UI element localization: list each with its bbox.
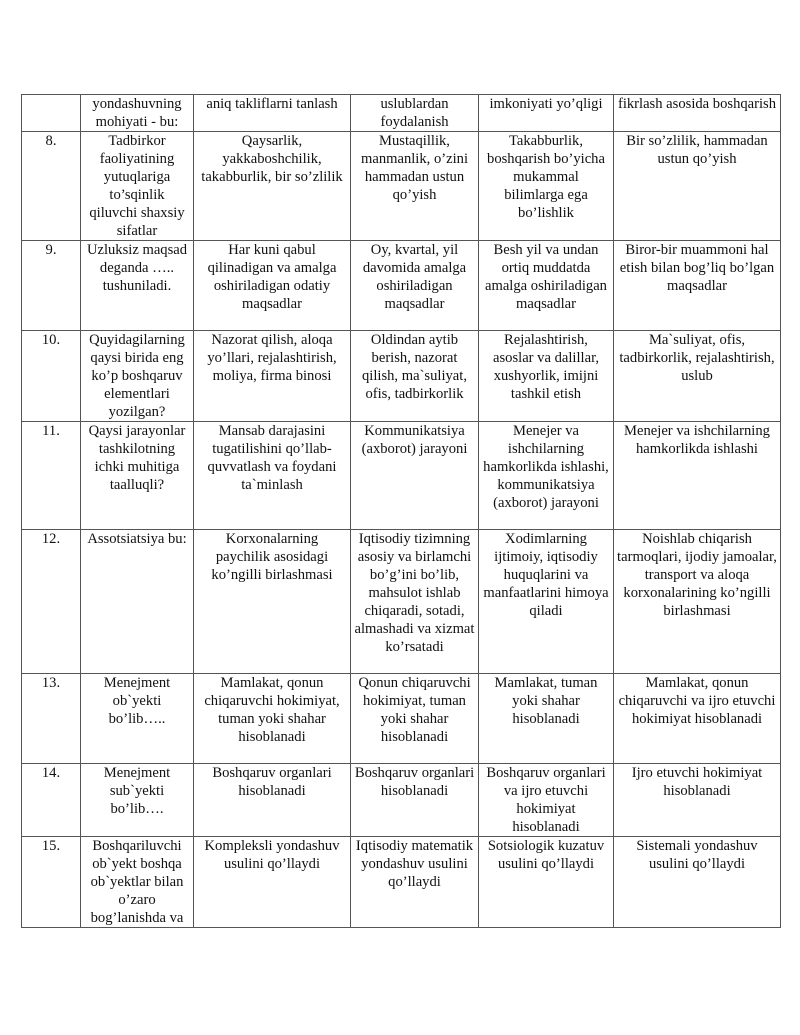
question-text: Menejment sub`yekti bo’lib…. [81, 764, 194, 837]
answer-option-a: aniq takliflarni tanlash [194, 95, 351, 132]
answer-option-a: Korxonalarning paychilik asosidagi ko’ngilli birlashmasi [194, 530, 351, 674]
answer-option-d: Ijro etuvchi hokimiyat hisoblanadi [614, 764, 781, 837]
table-row [22, 95, 781, 132]
answer-option-a: Kompleksli yondashuv usulini qo’llaydi [194, 837, 351, 928]
table-row [22, 132, 781, 241]
question-number: 14. [22, 764, 81, 837]
answer-option-d: Noishlab chiqarish tarmoqlari, ijodiy jamoalar, transport va aloqa korxonalarining ko’ngilli birlashmasi [614, 530, 781, 674]
answer-option-d: fikrlash asosida boshqarish [614, 95, 781, 132]
answer-option-d: Menejer va ishchilarning hamkorlikda ishlashi [614, 422, 781, 530]
answer-option-a: Nazorat qilish, aloqa yo’llari, rejalashtirish, moliya, firma binosi [194, 331, 351, 422]
answer-option-c: Sotsiologik kuzatuv usulini qo’llaydi [479, 837, 614, 928]
answer-option-c: Besh yil va undan ortiq muddatda amalga oshiriladigan maqsadlar [479, 241, 614, 331]
table-body [22, 95, 781, 928]
answer-option-b: Oldindan aytib berish, nazorat qilish, ma`suliyat, ofis, tadbirkorlik [351, 331, 479, 422]
answer-option-c: Boshqaruv organlari va ijro etuvchi hokimiyat hisoblanadi [479, 764, 614, 837]
answer-option-a: Har kuni qabul qilinadigan va amalga oshiriladigan odatiy maqsadlar [194, 241, 351, 331]
question-number: 11. [22, 422, 81, 530]
answer-option-b: Iqtisodiy tizimning asosiy va birlamchi bo’g’ini bo’lib, mahsulot ishlab chiqaradi, sotadi, almashadi va xizmat ko’rsatadi [351, 530, 479, 674]
question-text: Uzluksiz maqsad deganda ….. tushuniladi. [81, 241, 194, 331]
question-text: Menejment ob`yekti bo’lib….. [81, 674, 194, 764]
answer-option-a: Mansab darajasini tugatilishini qo’llab-quvvatlash va foydani ta`minlash [194, 422, 351, 530]
table-row [22, 241, 781, 331]
question-number: 10. [22, 331, 81, 422]
answer-option-a: Boshqaruv organlari hisoblanadi [194, 764, 351, 837]
table-row [22, 837, 781, 928]
question-number: 15. [22, 837, 81, 928]
question-number: 13. [22, 674, 81, 764]
question-text: Tadbirkor faoliyatining yutuqlariga to’sqinlik qiluvchi shaxsiy sifatlar [81, 132, 194, 241]
answer-option-b: Boshqaruv organlari hisoblanadi [351, 764, 479, 837]
answer-option-d: Sistemali yondashuv usulini qo’llaydi [614, 837, 781, 928]
question-number: 8. [22, 132, 81, 241]
answer-option-c: Takabburlik, boshqarish bo’yicha mukammal bilimlarga ega bo’lishlik [479, 132, 614, 241]
answer-option-a: Qaysarlik, yakkaboshchilik, takabburlik, bir so’zlilik [194, 132, 351, 241]
answer-option-c: imkoniyati yo’qligi [479, 95, 614, 132]
question-number: 12. [22, 530, 81, 674]
question-text: Assotsiatsiya bu: [81, 530, 194, 674]
answer-option-b: Kommunikatsiya (axborot) jarayoni [351, 422, 479, 530]
table-row [22, 764, 781, 837]
answer-option-c: Mamlakat, tuman yoki shahar hisoblanadi [479, 674, 614, 764]
question-number: 9. [22, 241, 81, 331]
answer-option-b: Iqtisodiy matematik yondashuv usulini qo’llaydi [351, 837, 479, 928]
answer-option-c: Xodimlarning ijtimoiy, iqtisodiy huquqlarini va manfaatlarini himoya qiladi [479, 530, 614, 674]
question-text: Qaysi jarayonlar tashkilotning ichki muhitiga taalluqli? [81, 422, 194, 530]
question-text: Quyidagilarning qaysi birida eng ko’p boshqaruv elementlari yozilgan? [81, 331, 194, 422]
answer-option-b: Qonun chiqaruvchi hokimiyat, tuman yoki shahar hisoblanadi [351, 674, 479, 764]
question-text: yondashuvning mohiyati - bu: [81, 95, 194, 132]
answer-option-b: Mustaqillik, manmanlik, o’zini hammadan ustun qo’yish [351, 132, 479, 241]
answer-option-b: uslublardan foydalanish [351, 95, 479, 132]
answer-option-d: Bir so’zlilik, hammadan ustun qo’yish [614, 132, 781, 241]
answer-option-a: Mamlakat, qonun chiqaruvchi hokimiyat, tuman yoki shahar hisoblanadi [194, 674, 351, 764]
question-text: Boshqariluvchi ob`yekt boshqa ob`yektlar bilan o’zaro bog’lanishda va [81, 837, 194, 928]
table-row [22, 422, 781, 530]
answer-option-d: Ma`suliyat, ofis, tadbirkorlik, rejalashtirish, uslub [614, 331, 781, 422]
answer-option-c: Menejer va ishchilarning hamkorlikda ishlashi, kommunikatsiya (axborot) jarayoni [479, 422, 614, 530]
question-number [22, 95, 81, 132]
answer-option-d: Biror-bir muammoni hal etish bilan bog’liq bo’lgan maqsadlar [614, 241, 781, 331]
answer-option-d: Mamlakat, qonun chiqaruvchi va ijro etuvchi hokimiyat hisoblanadi [614, 674, 781, 764]
table-row [22, 331, 781, 422]
answer-option-b: Oy, kvartal, yil davomida amalga oshiriladigan maqsadlar [351, 241, 479, 331]
answer-option-c: Rejalashtirish, asoslar va dalillar, xushyorlik, imijni tashkil etish [479, 331, 614, 422]
table-row [22, 674, 781, 764]
table-row [22, 530, 781, 674]
test-questions-table [21, 94, 781, 928]
